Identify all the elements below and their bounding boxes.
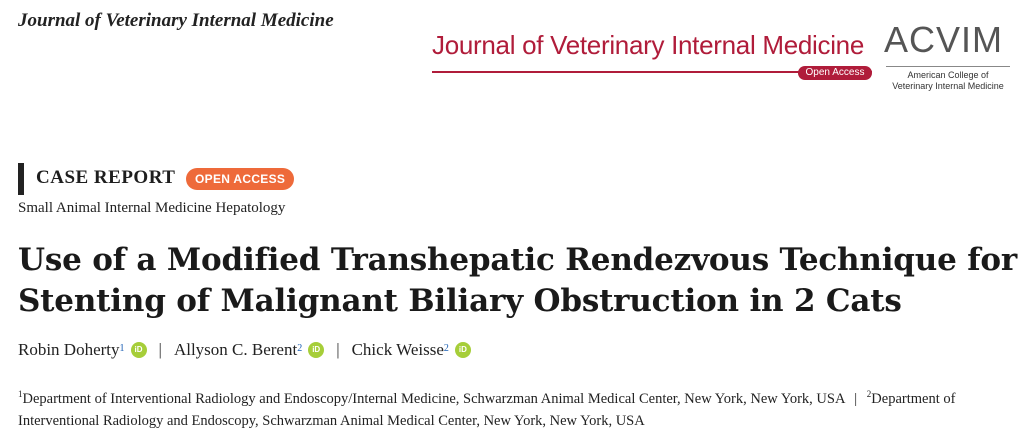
article-title: Use of a Modified Transhepatic Rendezvous Technique for Stenting of Malignant Biliary Obstruction in 2 Cats (18, 242, 1017, 319)
affiliation-number: 1 (18, 389, 23, 399)
affiliation-number: 2 (866, 389, 872, 399)
affiliations (18, 383, 1008, 432)
author-name[interactable]: Chick Weisse (351, 340, 444, 359)
author-separator: | (336, 340, 340, 359)
author-separator: | (158, 340, 162, 359)
affiliation-text: Department of Interventional Radiology and Endoscopy, Schwarzman Animal Medical Center, New York, New York, USA (18, 390, 956, 429)
journal-name[interactable]: Journal of Veterinary Internal Medicine (18, 10, 334, 31)
orcid-icon[interactable]: iD (455, 342, 471, 358)
journal-brand-banner (432, 14, 1012, 104)
affiliation-text: Department of Interventional Radiology and Endoscopy/Internal Medicine, Schwarzman Animal Medical Center, New York, New York, USA (22, 390, 845, 407)
orcid-icon[interactable]: iD (308, 342, 324, 358)
article-type-label: CASE REPORT (36, 167, 176, 188)
author-affiliation-ref[interactable]: 2 (297, 342, 303, 354)
article-category: Small Animal Internal Medicine Hepatology (18, 200, 286, 216)
author-name[interactable]: Robin Doherty (18, 340, 120, 359)
open-access-badge: OPEN ACCESS (186, 168, 294, 190)
orcid-icon[interactable]: iD (131, 342, 147, 358)
author-affiliation-ref[interactable]: 2 (443, 342, 449, 354)
acvim-rule (886, 66, 1010, 67)
article-type-bar (18, 163, 24, 195)
author-list (18, 340, 471, 360)
author-name[interactable]: Allyson C. Berent (173, 340, 298, 359)
brand-open-access-pill: Open Access (798, 66, 872, 80)
brand-title: Journal of Veterinary Internal Medicine (432, 30, 864, 60)
acvim-subtitle: American College of Veterinary Internal Medicine (892, 70, 1004, 91)
acvim-logo: ACVIM (884, 19, 1004, 60)
affiliation-separator: | (854, 390, 858, 407)
author-affiliation-ref[interactable]: 1 (119, 342, 125, 354)
